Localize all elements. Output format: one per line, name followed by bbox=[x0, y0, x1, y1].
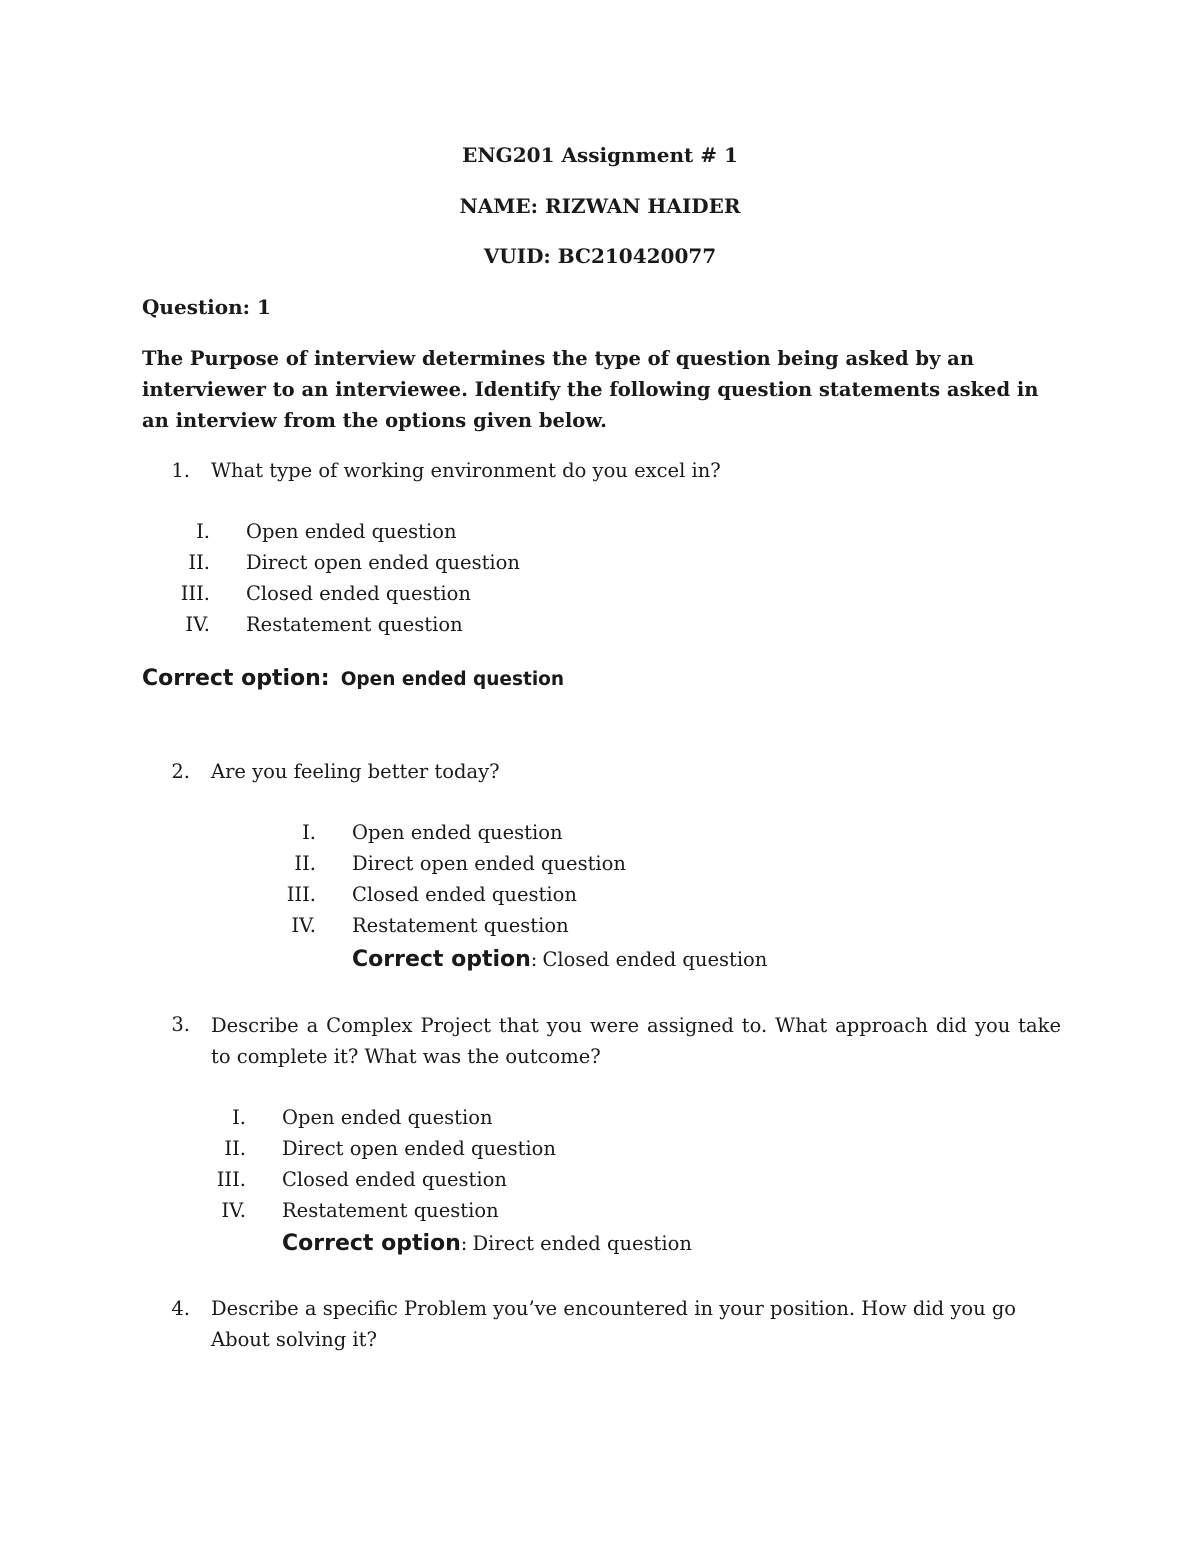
correct-option-separator: : bbox=[320, 666, 330, 691]
option-numeral: III. bbox=[286, 883, 316, 906]
student-vuid: VUID: BC210420077 bbox=[483, 244, 717, 268]
correct-option-answer: Open ended question bbox=[340, 669, 565, 690]
option-numeral: I. bbox=[196, 520, 210, 543]
option-text: Open ended question bbox=[246, 520, 457, 543]
option-text: Open ended question bbox=[282, 1106, 493, 1129]
option-text: Open ended question bbox=[352, 821, 563, 844]
option-numeral: IV. bbox=[221, 1199, 246, 1222]
question-prompt: The Purpose of interview determines the type of question being asked by an interviewer to an interviewee. Identify the following question statements asked in an interview from the options given below. bbox=[142, 347, 1039, 432]
option-numeral: II. bbox=[188, 551, 210, 574]
assignment-title: ENG201 Assignment # 1 bbox=[462, 143, 738, 167]
correct-option-label: Correct option bbox=[282, 1231, 461, 1256]
correct-option-label: Correct option bbox=[142, 666, 321, 691]
correct-option-label: Correct option bbox=[352, 947, 531, 972]
item-number: 4. bbox=[171, 1297, 190, 1320]
question-label: Question: 1 bbox=[142, 295, 271, 319]
option-numeral: III. bbox=[216, 1168, 246, 1191]
option-numeral: II. bbox=[224, 1137, 246, 1160]
option-text: Restatement question bbox=[246, 613, 463, 636]
option-text: Direct open ended question bbox=[246, 551, 520, 574]
option-text: Direct open ended question bbox=[282, 1137, 556, 1160]
item-text-line-2: About solving it? bbox=[211, 1328, 377, 1351]
item-text: Are you feeling better today? bbox=[211, 760, 500, 783]
option-numeral: IV. bbox=[291, 914, 316, 937]
option-text: Closed ended question bbox=[282, 1168, 507, 1191]
option-numeral: I. bbox=[232, 1106, 246, 1129]
option-numeral: III. bbox=[180, 582, 210, 605]
option-text: Restatement question bbox=[352, 914, 569, 937]
correct-option-1 bbox=[142, 666, 564, 691]
option-text: Closed ended question bbox=[246, 582, 471, 605]
item-number: 2. bbox=[171, 760, 190, 783]
option-text: Direct open ended question bbox=[352, 852, 626, 875]
correct-option-2 bbox=[352, 947, 767, 972]
correct-option-3 bbox=[282, 1231, 692, 1256]
correct-option-separator: : bbox=[530, 948, 538, 971]
item-text-line-1: Describe a specific Problem you’ve encountered in your position. How did you go bbox=[211, 1297, 1017, 1320]
option-numeral: II. bbox=[294, 852, 316, 875]
item-number: 3. bbox=[171, 1013, 190, 1036]
option-text: Restatement question bbox=[282, 1199, 499, 1222]
option-numeral: IV. bbox=[185, 613, 210, 636]
correct-option-separator: : bbox=[460, 1232, 468, 1255]
option-numeral: I. bbox=[302, 821, 316, 844]
item-number: 1. bbox=[171, 459, 190, 482]
student-name: NAME: RIZWAN HAIDER bbox=[459, 194, 741, 218]
option-text: Closed ended question bbox=[352, 883, 577, 906]
item-text: Describe a Complex Project that you were assigned to. What approach did you take to complete it? What was the outcome? bbox=[211, 1014, 1061, 1068]
item-text: What type of working environment do you excel in? bbox=[211, 459, 721, 482]
correct-option-answer: Direct ended question bbox=[472, 1232, 692, 1255]
correct-option-answer: Closed ended question bbox=[542, 948, 768, 971]
